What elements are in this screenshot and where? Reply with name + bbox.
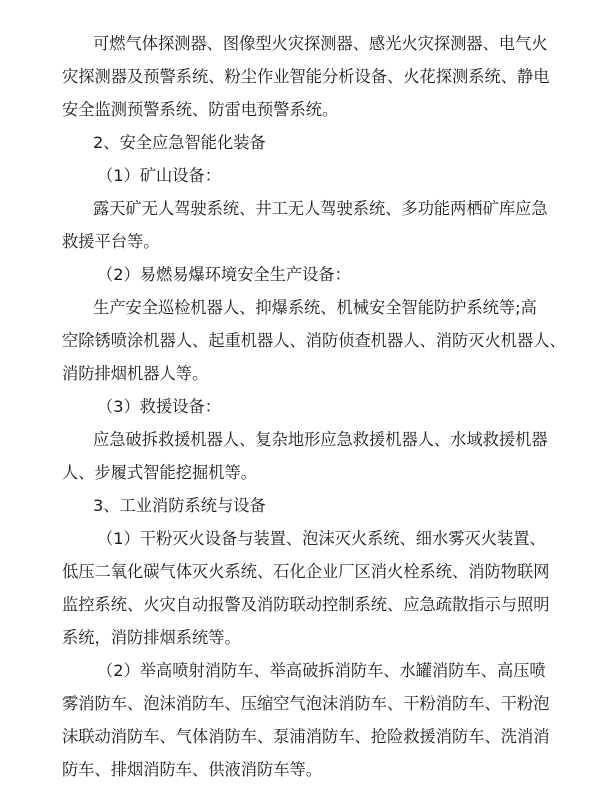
text-line: 安全监测预警系统、防雷电预警系统。 (62, 100, 339, 119)
text-line: 人、步履式智能挖掘机等。 (62, 463, 257, 482)
text-line: 系统，消防排烟系统等。 (62, 628, 241, 647)
text-line: 可燃气体探测器、图像型火灾探测器、感光火灾探测器、电气火 (93, 34, 548, 53)
section-heading: 3、工业消防系统与设备 (93, 496, 266, 515)
text-line: 监控系统、火灾自动报警及消防联动控制系统、应急疏散指示与照明 (62, 595, 550, 614)
text-line: 低压二氧化碳气体灭火系统、石化企业厂区消火栓系统、消防物联网 (62, 562, 550, 581)
text-line: 防车、排烟消防车、供液消防车等。 (62, 760, 322, 779)
subsection-heading: （1）矿山设备： (97, 166, 221, 185)
subsection-heading: （2）易燃易爆环境安全生产设备： (97, 265, 351, 284)
text-line: 消防排烟机器人等。 (62, 364, 209, 383)
section-heading: 2、安全应急智能化装备 (93, 133, 266, 152)
text-line: 应急破拆救援机器人、复杂地形应急救援机器人、水域救援机器 (93, 430, 548, 449)
text-line: 空除锈喷涂机器人、起重机器人、消防侦查机器人、消防灭火机器人、 (62, 331, 566, 350)
text-line: 生产安全巡检机器人、抑爆系统、机械安全智能防护系统等;高 (93, 298, 537, 317)
subsection-heading: （3）救援设备： (97, 397, 221, 416)
text-line: 灾探测器及预警系统、粉尘作业智能分析设备、火花探测系统、静电 (62, 67, 550, 86)
text-line: （2）举高喷射消防车、举高破拆消防车、水罐消防车、高压喷 (97, 661, 546, 680)
text-line: （1）干粉灭火设备与装置、泡沫灭火系统、细水雾灭火装置、 (97, 529, 546, 548)
text-line: 露天矿无人驾驶系统、井工无人驾驶系统、多功能两栖矿库应急 (93, 199, 548, 218)
text-line: 雾消防车、泡沫消防车、压缩空气泡沫消防车、干粉消防车、干粉泡 (62, 694, 550, 713)
text-line: 沫联动消防车、气体消防车、泵浦消防车、抢险救援消防车、洗消消 (62, 727, 550, 746)
text-line: 救援平台等。 (62, 232, 160, 251)
